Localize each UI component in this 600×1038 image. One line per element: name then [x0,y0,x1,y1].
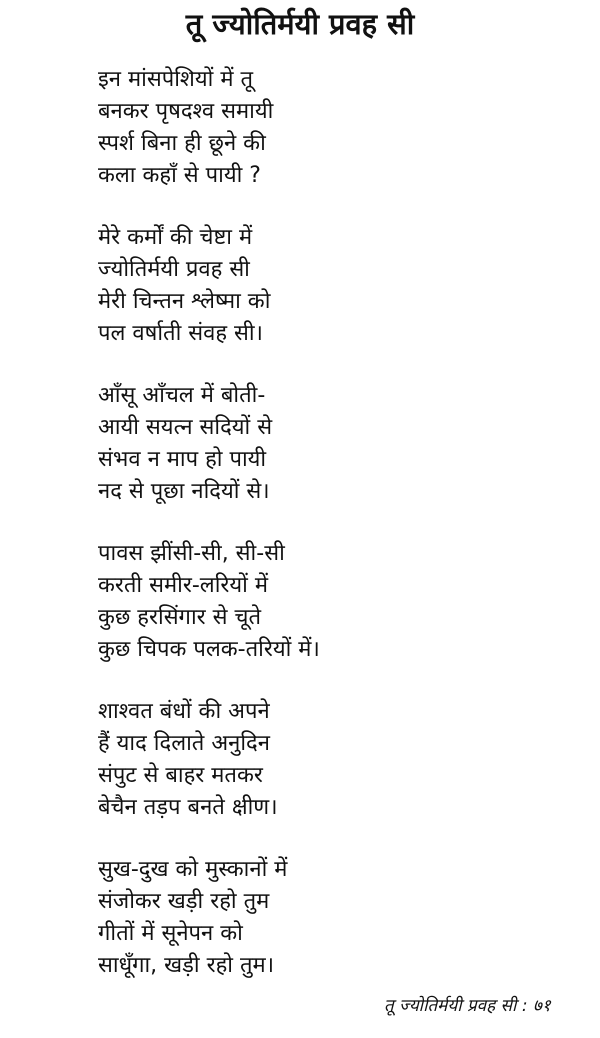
running-title: तू ज्योतिर्मयी प्रवह सी [384,996,517,1016]
poem-line: गीतों में सूनेपन को [98,921,243,946]
stanza-4 [98,538,578,666]
poem-line: संभव न माप हो पायी [98,447,267,472]
poem-line: कुछ हरसिंगार से चूते [98,605,262,630]
poem-title: तू ज्योतिर्मयी प्रवह सी [185,7,415,41]
poem-line: पावस झींसी-सी, सी-सी [98,541,285,566]
poem-line: बेचैन तड़प बनते क्षीण। [98,795,278,820]
poem-line: हैं याद दिलाते अनुदिन [98,731,270,756]
poem-line: पल वर्षाती संवह सी। [98,321,263,346]
poem-line: नद से पूछा नदियों से। [98,479,270,504]
poem-line: स्पर्श बिना ही छूने की [98,131,266,156]
poem-line: कुछ चिपक पलक-तरियों में। [98,637,320,662]
poem-line: बनकर पृषदश्व समायी [98,99,274,124]
poem-line: करती समीर-लरियों में [98,573,269,598]
poem-line: आयी सयत्न सदियों से [98,415,273,440]
page-footer [384,994,584,1018]
stanza-2 [98,222,578,350]
poem-body [98,64,578,1012]
page-number: : ७१ [521,996,551,1016]
poem-line: संपुट से बाहर मतकर [98,763,263,788]
poem-line: मेरी चिन्तन श्लेष्मा को [98,289,271,314]
poem-line: सुख-दुख को मुस्कानों में [98,857,288,882]
poem-line: कला कहाँ से पायी ? [98,163,261,188]
poem-line: शाश्वत बंधों की अपने [98,699,270,724]
poem-line: साधूँगा, खड़ी रहो तुम। [98,953,275,978]
stanza-1 [98,64,578,192]
stanza-5 [98,696,578,824]
poem-line: संजोकर खड़ी रहो तुम [98,889,270,914]
stanza-3 [98,380,578,508]
poem-line: ज्योतिर्मयी प्रवह सी [98,257,250,282]
poem-line: इन मांसपेशियों में तू [98,67,254,92]
poem-line: मेरे कर्मों की चेष्टा में [98,225,253,250]
poem-line: आँसू आँचल में बोती- [98,383,266,408]
stanza-6 [98,854,578,982]
